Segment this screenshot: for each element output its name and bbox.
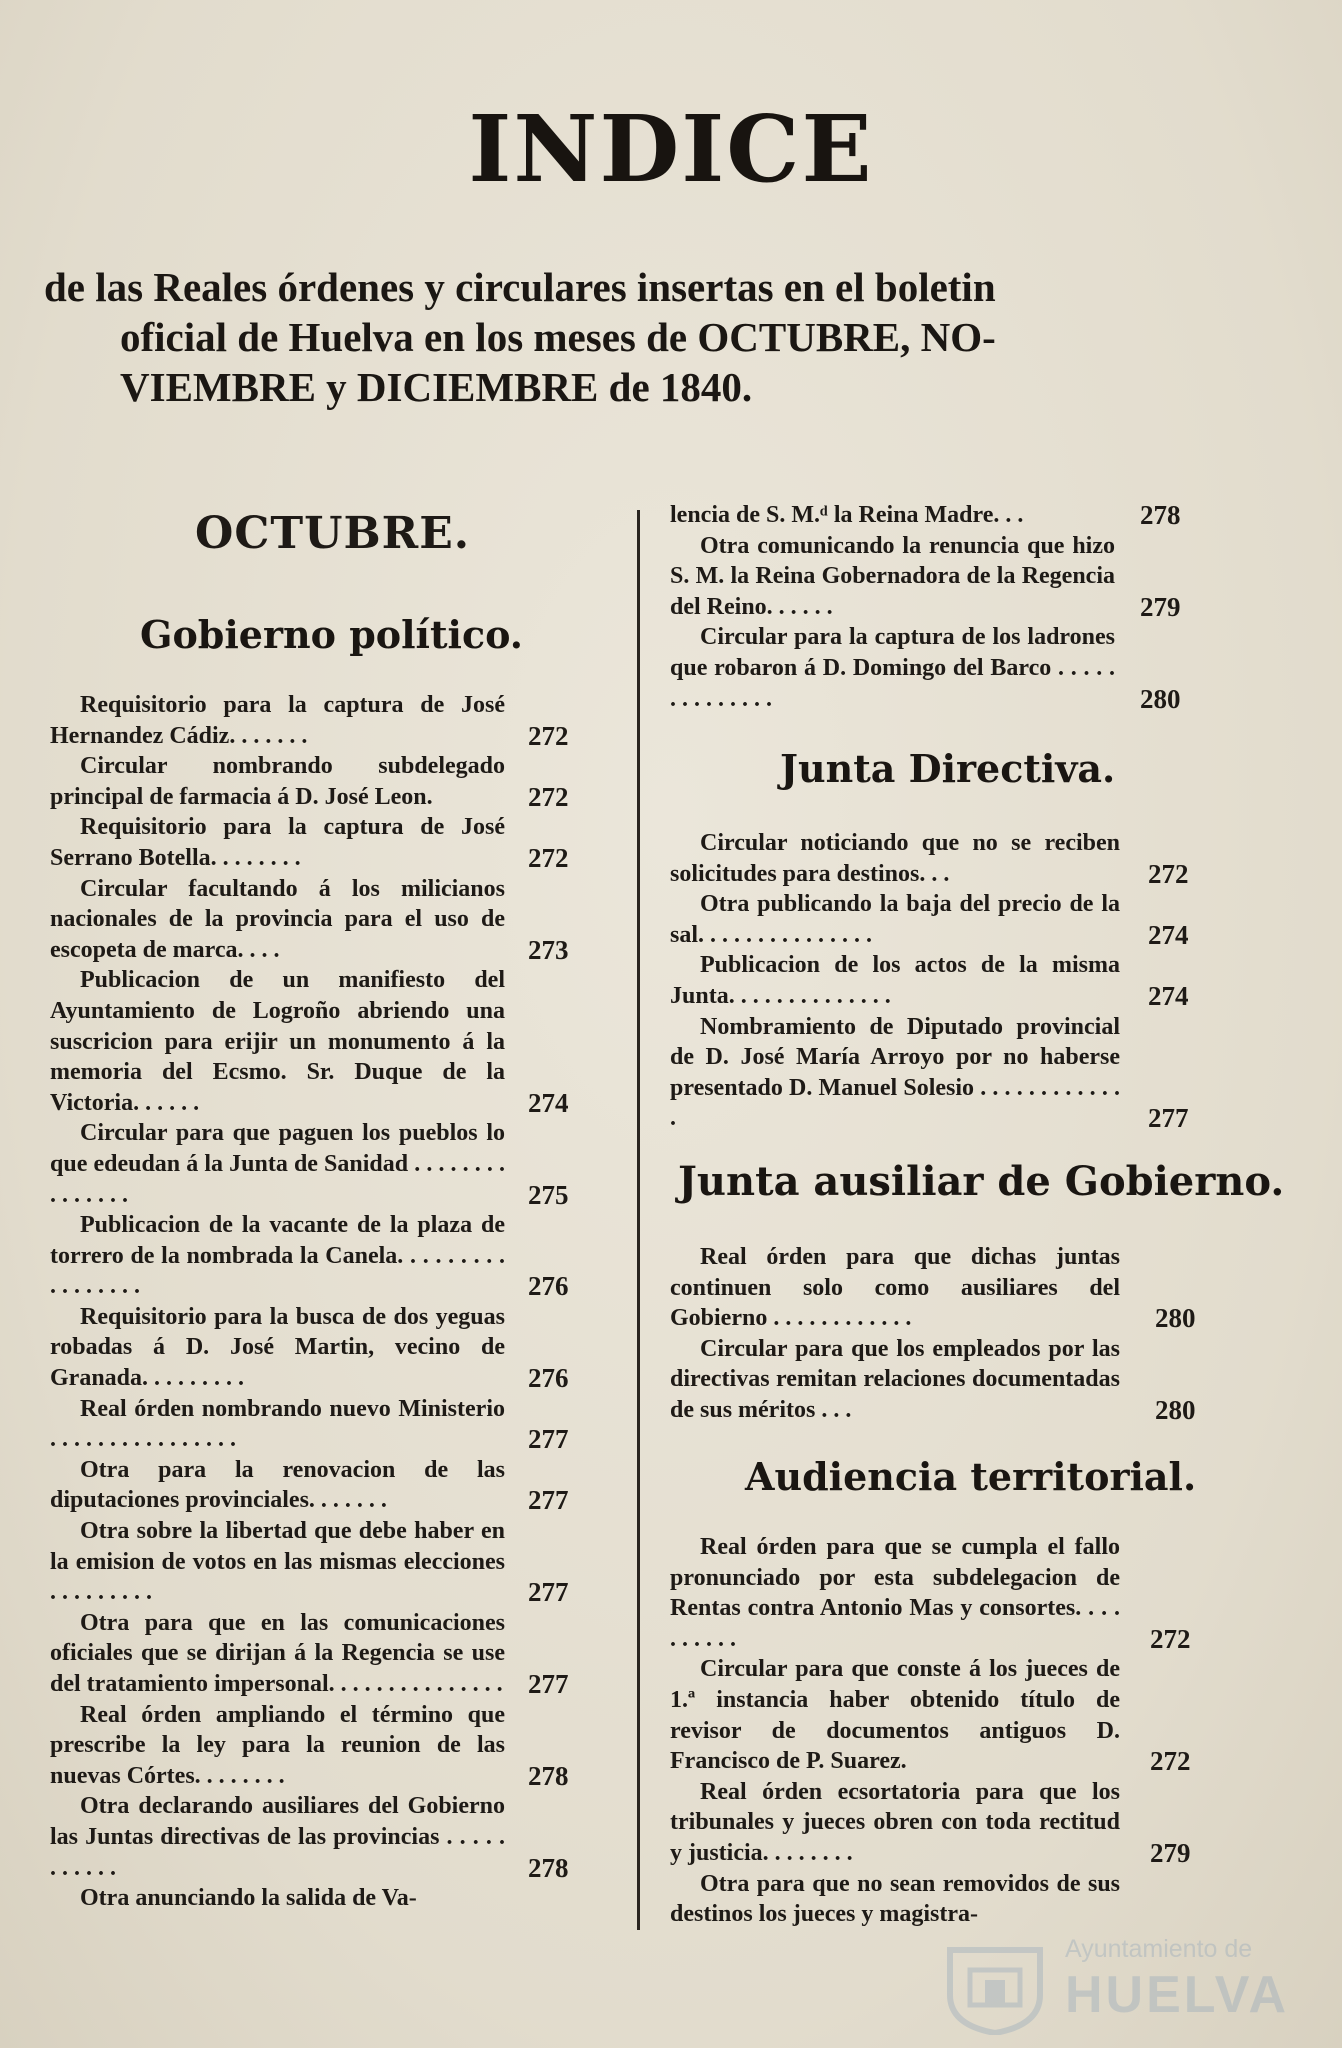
page-number: 276 [528, 1271, 569, 1302]
index-entry [50, 690, 569, 751]
index-entry [50, 751, 569, 812]
page-number: 277 [528, 1577, 569, 1608]
entry-text: lencia de S. M.ᵈ la Reina Madre. . . [670, 502, 1024, 528]
page-number: 280 [1140, 683, 1181, 714]
index-entry [670, 828, 1189, 889]
index-entry [670, 889, 1189, 950]
left-column [50, 690, 605, 1914]
section-heading-junta-directiva: Junta Directiva. [780, 746, 1116, 791]
index-entry [50, 965, 569, 1118]
page-number: 274 [1148, 980, 1189, 1011]
page-number: 278 [1140, 500, 1181, 530]
entry-text: Otra sobre la libertad que debe haber en la emision de votos en las mismas elecciones . . . . . . . . . [50, 1518, 505, 1606]
entry-text: Circular noticiando que no se reciben solicitudes para destinos. . . [670, 830, 1120, 887]
entry-text: Circular facultando á los milicianos nacionales de la provincia para el uso de escopeta de marca. . . . [50, 875, 505, 963]
entry-text: Otra para que no sean removidos de sus destinos los jueces y magistra- [670, 1870, 1120, 1928]
index-entry [50, 1516, 569, 1608]
entry-text: Otra declarando ausiliares del Gobierno las Juntas directivas de las provincias . . . . . . . . . . . [50, 1793, 505, 1881]
index-entry [50, 874, 569, 966]
entry-text: Real órden ecsortatoria para que los tribunales y jueces obren con toda rectitud y justicia. . . . . . . . [670, 1778, 1120, 1866]
page-number: 276 [528, 1363, 569, 1394]
index-entry [670, 1012, 1189, 1134]
entry-text: Otra para la renovacion de las diputaciones provinciales. . . . . . . [50, 1456, 505, 1514]
page-number: 272 [528, 842, 569, 873]
entry-text: Real órden nombrando nuevo Ministerio . . . . . . . . . . . . . . . . [50, 1395, 505, 1453]
index-entry [50, 812, 569, 873]
index-entry [50, 1210, 569, 1302]
index-entry [50, 1700, 569, 1792]
entry-text: Publicacion de los actos de la misma Junta. . . . . . . . . . . . . . [670, 952, 1120, 1009]
entry-text: Publicacion de la vacante de la plaza de torrero de la nombrada la Canela. . . . . . . . . . . . . . . . . [50, 1212, 505, 1300]
page-number: 275 [528, 1179, 569, 1210]
junta-directiva-list [670, 828, 1240, 1134]
entry-text: Publicacion de un manifiesto del Ayuntamiento de Logroño abriendo una suscricion para erijir un monumento á la memoria del Ecsmo. Sr. Duque de la Victoria. . . . . . [50, 967, 505, 1116]
city-emblem-icon [940, 1935, 1050, 2035]
entry-text: Otra para que en las comunicaciones oficiales que se dirijan á la Regencia se use del tratamiento impersonal. . . . . . . . . . . . . . . [50, 1609, 505, 1697]
entry-text: Otra comunicando la renuncia que hizo S. M. la Reina Gobernadora de la Regencia del Reino. . . . . . [670, 532, 1115, 620]
index-entry [50, 1791, 569, 1883]
index-entry [50, 1394, 569, 1455]
entry-text: Real órden para que se cumpla el fallo pronunciado por esta subdelegacion de Rentas contra Antonio Mas y consortes. . . . . . . . . . [670, 1534, 1120, 1652]
page-number: 277 [528, 1485, 569, 1516]
page-number: 277 [528, 1424, 569, 1455]
page-number: 272 [528, 781, 569, 812]
index-entry [670, 1777, 1191, 1869]
index-entry [670, 1334, 1196, 1426]
page-number: 278 [528, 1852, 569, 1883]
page-number: 278 [528, 1760, 569, 1791]
month-heading: OCTUBRE. [195, 508, 471, 559]
index-entry [50, 1883, 505, 1914]
entry-text: Circular para que los empleados por las directivas remitan relaciones documentadas de sus méritos . . . [670, 1335, 1120, 1423]
section-heading-junta-ausiliar: Junta ausiliar de Gobierno. [678, 1158, 1285, 1205]
junta-ausiliar-list [670, 1242, 1240, 1426]
page-number: 272 [1148, 858, 1189, 889]
entry-text: Circular para que conste á los jueces de 1.ª instancia haber obtenido título de revisor de documentos antiguos D. Francisco de P. Suarez. [670, 1656, 1120, 1775]
entry-text: Otra anunciando la salida de Va- [80, 1885, 417, 1912]
page-number: 277 [528, 1669, 569, 1699]
watermark-line-1: Ayuntamiento de [1065, 1935, 1253, 1963]
page-number: 279 [1150, 1837, 1191, 1868]
page-number: 279 [1140, 591, 1181, 622]
subtitle-line-2: oficial de Huelva en los meses de OCTUBRE, NO- [120, 314, 996, 360]
column-divider [637, 510, 640, 1930]
page-number: 272 [1150, 1623, 1191, 1654]
index-entry [50, 1302, 569, 1394]
section-heading-gobierno: Gobierno político. [140, 612, 524, 657]
entry-text: Circular nombrando subdelegado principal de farmacia á D. José Leon. [50, 753, 505, 810]
index-entry [670, 531, 1181, 623]
entry-text: Circular para que paguen los pueblos lo que edeudan á la Junta de Sanidad . . . . . . . . . . . . . . . [50, 1120, 505, 1208]
index-entry [50, 1455, 569, 1516]
index-entry [670, 1654, 1191, 1777]
entry-text: Real órden ampliando el término que prescribe la ley para la reunion de las nuevas Córtes. . . . . . . . [50, 1701, 505, 1789]
entry-text: Requisitorio para la captura de José Serrano Botella. . . . . . . . [50, 814, 505, 871]
index-entry [50, 1608, 569, 1700]
page-number: 273 [528, 934, 569, 965]
index-entry [670, 1242, 1196, 1334]
right-column-top [670, 500, 1240, 714]
entry-text: Nombramiento de Diputado provincial de D. José María Arroyo por no haberse presentado D. Manuel Solesio . . . . . . . . . . . . . [670, 1013, 1120, 1132]
index-entry [670, 622, 1181, 714]
subtitle-line-3: VIEMBRE y DICIEMBRE de 1840. [120, 364, 753, 410]
audiencia-list [670, 1532, 1240, 1930]
page-number: 274 [1148, 919, 1189, 950]
page-number: 272 [1150, 1746, 1191, 1777]
page-number: 274 [528, 1087, 569, 1118]
index-subtitle [44, 262, 1244, 412]
entry-text: Real órden para que dichas juntas continuen solo como ausiliares del Gobierno . . . . . . . . . . . . [670, 1244, 1120, 1332]
index-title: INDICE [468, 95, 874, 203]
entry-text: Requisitorio para la captura de José Hernandez Cádiz. . . . . . . [50, 692, 505, 749]
page-number: 280 [1155, 1303, 1196, 1334]
page-number: 277 [1148, 1103, 1189, 1134]
watermark [940, 1935, 1290, 2035]
entry-text: Requisitorio para la busca de dos yeguas robadas á D. José Martin, vecino de Granada. . . . . . . . . [50, 1303, 505, 1392]
section-heading-audiencia: Audiencia territorial. [745, 1454, 1197, 1499]
index-entry [670, 950, 1189, 1011]
index-entry [670, 1869, 1120, 1930]
entry-text: Circular para la captura de los ladrones que robaron á D. Domingo del Barco . . . . . . . . . . . . . . [670, 624, 1115, 712]
index-entry [50, 1118, 569, 1210]
page-number: 280 [1155, 1394, 1196, 1425]
subtitle-line-1: de las Reales órdenes y circulares insertas en el boletin [44, 264, 996, 310]
entry-text: Otra publicando la baja del precio de la sal. . . . . . . . . . . . . . . [670, 891, 1120, 948]
index-entry [670, 500, 1181, 531]
page-number: 272 [528, 720, 569, 751]
index-entry [670, 1532, 1191, 1654]
watermark-line-2: HUELVA [1065, 1966, 1290, 2024]
